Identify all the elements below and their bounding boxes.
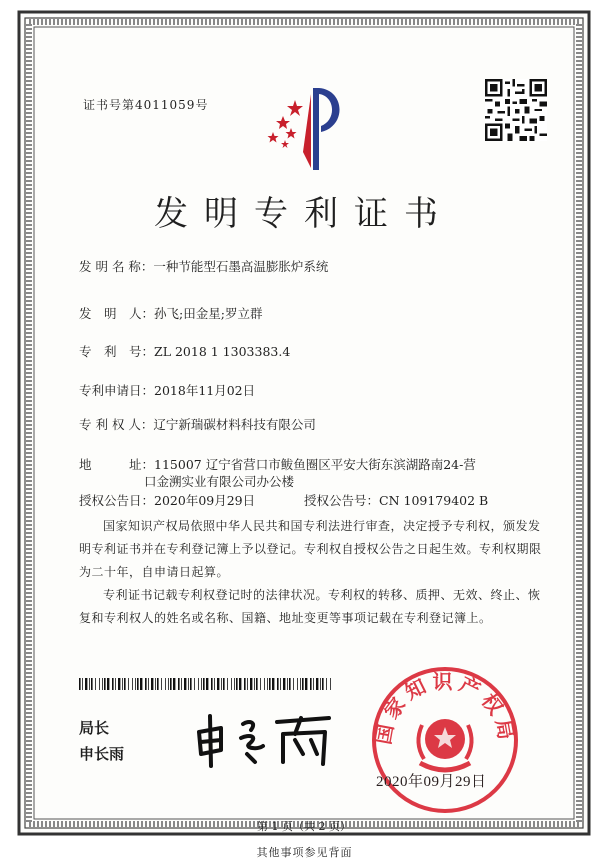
field-value: 一种节能型石墨高温膨胀炉系统: [153, 259, 329, 274]
field-grant-number: [304, 491, 488, 509]
field-label: 专 利 权 人：: [79, 417, 154, 432]
seal-date: 2020年09月29日: [376, 774, 487, 790]
handwritten-signature: [191, 710, 336, 770]
field-value: 2020年09月29日: [154, 493, 256, 508]
field-address-line2: [144, 472, 294, 490]
certificate-number: 证书号第4011059号: [83, 98, 209, 112]
patent-office-logo: [261, 82, 345, 172]
field-invention-name: [79, 257, 328, 275]
field-label: 专利申请日：: [79, 383, 155, 398]
barcode: [79, 678, 333, 690]
field-inventors: [79, 304, 262, 322]
field-value: 口金溯实业有限公司办公楼: [144, 474, 295, 489]
field-label: 授权公告号：: [304, 493, 380, 508]
page-indicator: 第 1 页（共 2 页）: [257, 820, 351, 833]
official-red-seal: [370, 665, 520, 815]
field-patentee: [79, 415, 316, 433]
field-application-date: [79, 381, 255, 399]
field-label: 发 明 名 称：: [79, 259, 154, 274]
field-value: 115007 辽宁省营口市鲅鱼圈区平安大街东滨湖路南24-营: [154, 457, 476, 472]
certificate-sheet: [17, 10, 591, 836]
field-label: 授权公告日：: [79, 493, 155, 508]
field-value: ZL 2018 1 1303383.4: [154, 344, 291, 359]
document-title: 发明专利证书: [154, 194, 454, 234]
qr-code: [485, 79, 547, 141]
seal-text: 国家知识产权局: [370, 669, 520, 747]
field-value: 孙飞;田金星;罗立群: [154, 306, 263, 321]
field-label: 专 利 号：: [79, 344, 155, 359]
grant-statement: 国家知识产权局依照中华人民共和国专利法进行审查，决定授予专利权，颁发发明专利证书并在专利登记簿上予以登记。专利权自授权公告之日起生效。专利权期限为二十年，自申请日起算。: [79, 519, 542, 579]
field-value: 辽宁新瑞碳材料科技有限公司: [153, 417, 316, 432]
field-patent-number: [79, 342, 290, 360]
field-value: 2018年11月02日: [154, 383, 256, 398]
legal-status-note: 专利证书记载专利权登记时的法律状况。专利权的转移、质押、无效、终止、恢复和专利权人的姓名或名称、国籍、地址变更等事项记载在专利登记簿上。: [79, 588, 541, 625]
field-value: CN 109179402 B: [379, 493, 489, 508]
footer-note: 其他事项参见背面: [256, 846, 353, 859]
field-grant-date: [79, 491, 255, 509]
field-label: 地 址：: [79, 457, 155, 472]
signatory-title: 局长: [79, 719, 110, 737]
signatory-name: 申长雨: [79, 745, 125, 763]
field-label: 发 明 人：: [79, 306, 155, 321]
field-address: [79, 455, 476, 473]
